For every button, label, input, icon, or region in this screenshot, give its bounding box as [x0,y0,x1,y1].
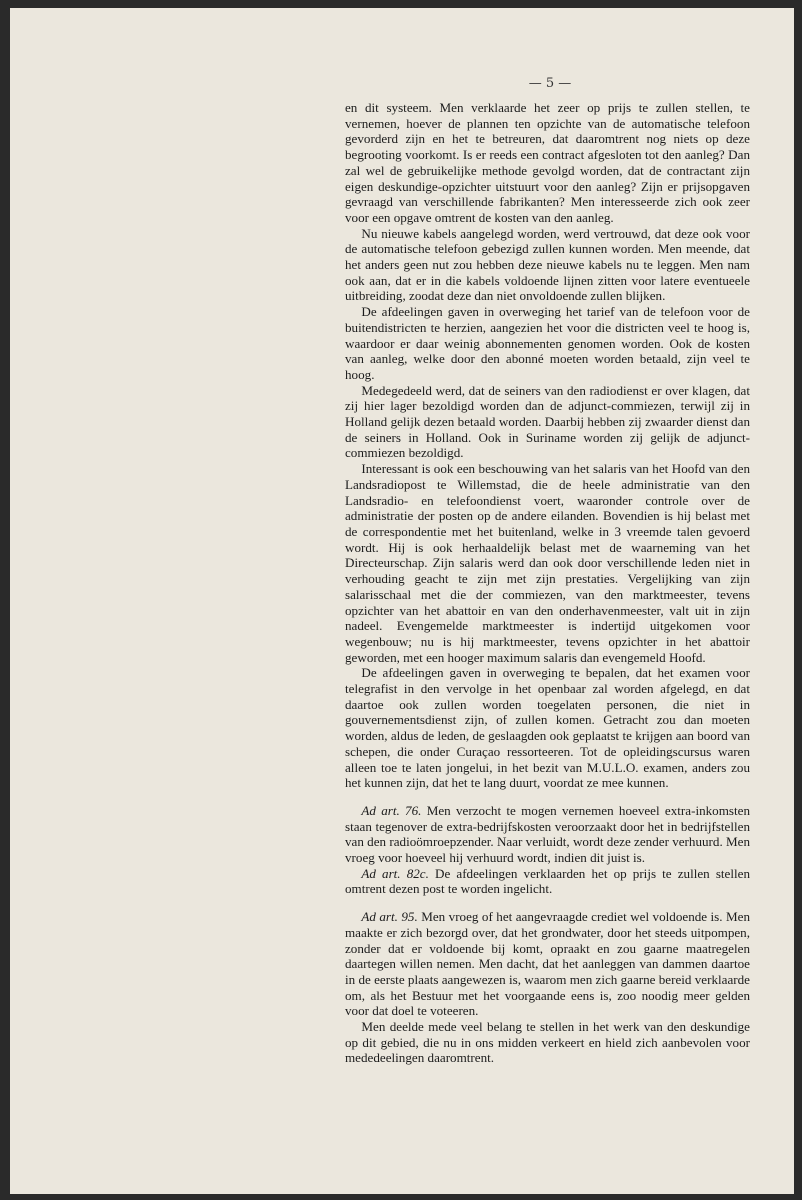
paragraph: Interessant is ook een beschouwing van het salaris van het Hoofd van den Landsradiopost te Willemstad, die de heele administratie van den Landsradio- en telefoondienst voert, waaronder controle over de administratie der posten op de andere eilanden. Bovendien is hij belast met de correspondentie met het buitenland, welke in 3 vreemde talen gevoerd wordt. Hij is ook herhaaldelijk belast met de waarneming van het Directeurschap. Zijn salaris werd dan ook door verschillende leden niet in verhouding geacht te zijn met zijn prestaties. Vergelijking van zijn salarisschaal met die der commiezen, van den marktmeester, tevens opzichter van het abattoir en van den onderhavenmeester, valt uit in zijn nadeel. Evengemelde marktmeester is indertijd uitgekomen voor wegenbouw; nu is hij marktmeester, tevens opzichter in het abattoir geworden, met een hooger maximum salaris dan evengemeld Hoofd. [345,461,750,665]
paragraph-body: Men vroeg of het aangevraagde crediet wel voldoende is. Men maakte er zich bezorgd over, dat het grondwater, door het steeds uitpompen, zonder dat er voldoende bij komt, opraakt en zou gaarne maatregelen daartegen willen nemen. Men dacht, dat het aanleggen van dammen daartoe in de eerste plaats aangewezen is, waarom men zich gaarne bereid verklaarde om, als het Bestuur met het voorgaande eens is, zoo noodig meer gelden voor dat doel te voteeren. [345,909,751,1019]
document-page [10,8,794,1194]
article-reference: Ad art. 82c. [361,865,429,881]
article-paragraph [345,803,750,866]
article-paragraph [345,866,750,897]
paragraph: Nu nieuwe kabels aangelegd worden, werd vertrouwd, dat deze ook voor de automatische telefoon gebezigd zullen kunnen worden. Men meende, dat het anders geen nut zou hebben deze nieuwe kabels nu te leggen. Men nam ook aan, dat er in die kabels voldoende lijnen zitten voor latere eventueele uitbreiding, zoodat deze dan niet onvoldoende zullen blijken. [345,225,750,304]
paragraph-body: Men verzocht te mogen vernemen hoeveel extra-inkomsten staan tegenover de extra-bedrijfskosten veroorzaakt door het in bedrijfstellen van den radioömroepzender. Naar verluidt, wordt deze zender verhuurd. Men vroeg voor hoeveel hij verhuurd wordt, indien dit juist is. [345,802,751,866]
paragraph: en dit systeem. Men verklaarde het zeer op prijs te zullen stellen, te vernemen, hoever de plannen ten opzichte van de automatische telefoon gevorderd zijn en het te betreuren, dat daaromtrent nog niets op deze begrooting voorkomt. Is er reeds een contract afgesloten tot den aanleg? Dan zal wel de gebruikelijke methode gevolgd worden, dat de contractant zijn eigen deskundige-opzichter uitstuurt voor den aanleg? Zijn er prijsopgaven gevraagd van verschillende fabrikanten? Men interesseerde zich ook zeer voor een opgave omtrent de kosten van den aanleg. [345,100,750,225]
paragraph: De afdeelingen gaven in overweging te bepalen, dat het examen voor telegrafist in den vervolge in het openbaar zal worden afgelegd, en dat daartoe ook zullen worden toegelaten personen, die niet in gouvernementsdienst zijn, of zullen komen. Getracht zou dan moeten worden, aldus de leden, de geslaagden ook geplaatst te krijgen aan boord van schepen, die onder Curaçao ressorteeren. Tot de opleidingscursus waren alleen toe te laten jongelui, in het bezit van M.U.L.O. examen, anders zou het kunnen zijn, dat het te lang duurt, voordat ze mee kunnen. [345,665,750,791]
paragraph-body: De afdeelingen verklaarden het op prijs te zullen stellen omtrent dezen post te worden ingelicht. [345,865,751,897]
paragraph: Men deelde mede veel belang te stellen in het werk van den deskundige op dit gebied, die nu in ons midden verkeert en hield zich aanbevolen voor mededeelingen daaromtrent. [345,1019,750,1066]
article-reference: Ad art. 95. [361,909,418,925]
article-paragraph [345,909,750,1019]
body-text [345,100,750,1066]
page-number: — 5 — [528,76,572,91]
article-reference: Ad art. 76. [361,802,422,818]
paragraph: De afdeelingen gaven in overweging het tarief van de telefoon voor de buitendistricten te herzien, aangezien het voor die districten veel te hoog is, waardoor er daar weinig abonnementen genomen worden. Ook de kosten van aanleg, welke door den abonné moeten worden betaald, zijn veel te hoog. [345,304,750,382]
paragraph: Medegedeeld werd, dat de seiners van den radiodienst er over klagen, dat zij hier lager bezoldigd worden dan de adjunct-commiezen, terwijl zij in Holland gelijk dezen betaald worden. Daarbij hebben zij zwaarder dienst dan de seiners in Holland. Ook in Suriname worden zij gelijk de adjunct-commiezen bezoldigd. [345,382,750,461]
